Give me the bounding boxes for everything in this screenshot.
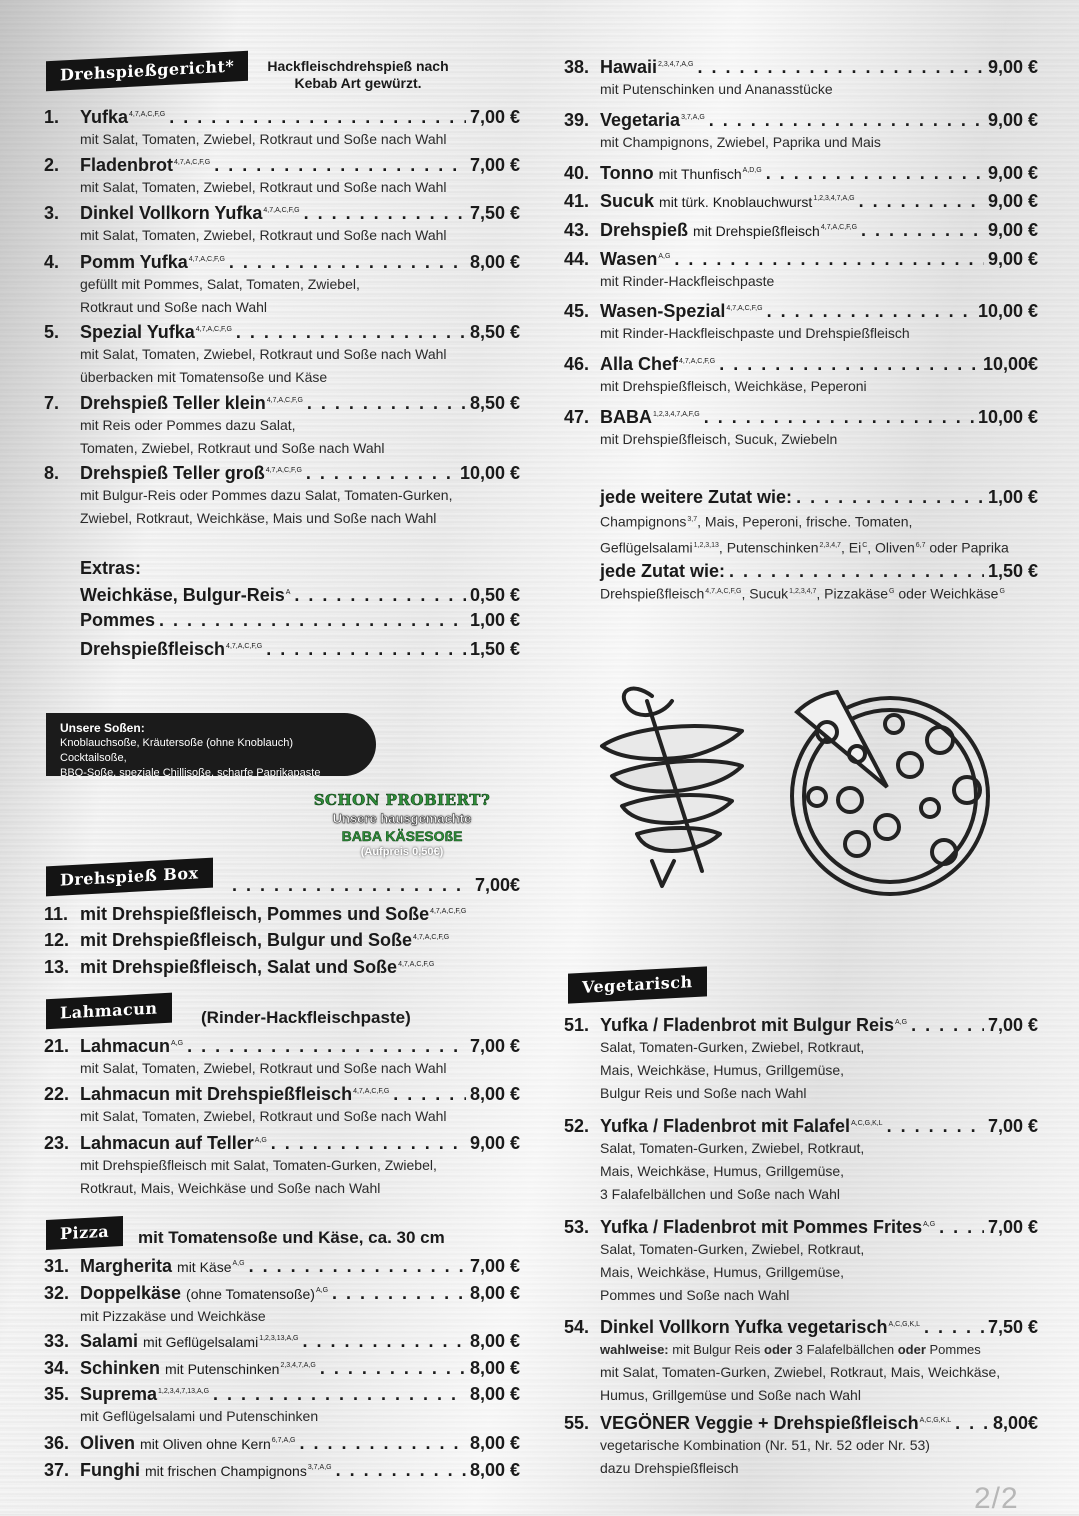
item-price: 10,00 € (459, 463, 520, 483)
item-name-detail: mit türk. Knoblauchwurst (659, 194, 813, 210)
menu-item (44, 152, 520, 199)
item-name: Pomm Yufka$^{4,7,A,C,F,G}$ (80, 252, 225, 272)
item-description: mit Putenschinken und Ananasstücke (600, 81, 833, 97)
leader-dots (236, 321, 466, 343)
leader-dots (697, 56, 984, 78)
section-banner-drehspiess: Drehspießgericht* (46, 51, 248, 92)
leader-dots (796, 486, 984, 508)
menu-item (44, 104, 520, 151)
item-number: 51. (564, 1015, 590, 1035)
pizza-item (44, 1328, 520, 1353)
section-banner-pizza: Pizza (46, 1216, 123, 1250)
item-number: 44. (564, 249, 590, 269)
leader-dots (214, 154, 466, 176)
leader-dots (704, 406, 974, 428)
item-number: 7. (44, 393, 60, 413)
pizza-icon (772, 672, 1012, 898)
allergen-codes: A,G (895, 1019, 908, 1026)
leader-dots (332, 1282, 466, 1304)
leader-dots (249, 1255, 466, 1277)
allergen-codes: 1,2,3,4,7,A,G (813, 195, 855, 202)
item-number: 47. (564, 407, 590, 427)
item-price: 8,00 € (469, 252, 520, 272)
leader-dots (271, 1132, 466, 1154)
item-name: Drehspieß Teller groß$^{4,7,A,C,F,G}$ (80, 463, 302, 483)
item-description: mit Salat, Tomaten, Zwiebel, Rotkraut und Soße nach Wahl (80, 131, 447, 147)
item-name: Dinkel Vollkorn Yufka$^{4,7,A,C,F,G}$ (80, 203, 300, 223)
allergen-codes: 4,7,A,C,F,G (413, 934, 450, 941)
item-number: 23. (44, 1133, 70, 1153)
promo-surcharge: (Aufpreis 0,50€) (360, 846, 444, 858)
item-number: 12. (44, 930, 70, 950)
item-description: Humus, Grillgemüse und Soße nach Wahl (600, 1387, 861, 1403)
item-number: 33. (44, 1331, 70, 1351)
item-name: Hawaii$^{2,3,4,7,A,G}$ (600, 57, 694, 77)
pizza-item (44, 1253, 520, 1278)
allergen-codes: 4,7,A,C,F,G (266, 397, 303, 404)
item-price: 10,00 € (977, 301, 1038, 321)
zutat-row (564, 486, 1038, 559)
item-name-detail: mit Putenschinken (165, 1361, 280, 1377)
allergen-codes: A (285, 589, 291, 596)
box-item (44, 927, 520, 951)
pizza-item (44, 1355, 520, 1380)
allergen-codes: 4,7,A,C,F,G (398, 961, 435, 968)
box-price-row (44, 874, 520, 896)
extra-name: Weichkäse, Bulgur-Reis$^A$ (80, 585, 291, 605)
item-price: 9,00 € (987, 57, 1038, 77)
allergen-codes: A,D,G (742, 167, 762, 174)
item-number: 22. (44, 1084, 70, 1104)
allergen-codes: 4,7,A,C,F,G (195, 326, 232, 333)
zutat-desc: Drehspießfleisch$^{4,7,A,C,F,G}$, Sucuk$^{1,2,3,4,7}$, Pizzakäse$^G$ oder Weichkäse$^G$ (600, 585, 1005, 602)
item-description: gefüllt mit Pommes, Salat, Tomaten, Zwiebel, (80, 276, 360, 292)
allergen-codes: A,G (658, 253, 671, 260)
item-name-detail: mit Käse (177, 1259, 232, 1275)
allergen-codes: 4,7,A,C,F,G (226, 643, 263, 650)
leader-dots (955, 1412, 989, 1434)
leader-dots (729, 560, 984, 582)
item-name-detail: mit frischen Champignons (144, 1463, 307, 1479)
leader-dots (336, 1459, 466, 1481)
menu-item (44, 249, 520, 319)
allergen-codes: 4,7,A,C,F,G (820, 224, 858, 231)
item-name-detail: mit Geflügelsalami (143, 1334, 259, 1350)
section-banner-vegetarisch: Vegetarisch (568, 966, 707, 1003)
leader-dots (767, 300, 974, 322)
item-number: 53. (564, 1217, 590, 1237)
pizza-item (44, 1457, 520, 1482)
leader-dots (924, 1316, 984, 1338)
item-number: 31. (44, 1256, 70, 1276)
pizza-item (564, 107, 1038, 154)
item-name: mit Drehspießfleisch, Bulgur und Soße$^{4,7,A,C,F,G}$ (80, 930, 450, 950)
extra-item (44, 636, 520, 660)
item-description: mit Salat, Tomaten, Zwiebel, Rotkraut und Soße nach Wahl (80, 346, 447, 362)
item-description: mit Rinder-Hackfleischpaste (600, 273, 775, 289)
item-price: 10,00 € (977, 407, 1038, 427)
item-description: mit Rinder-Hackfleischpaste und Drehspießfleisch (600, 325, 910, 341)
item-number: 39. (564, 110, 590, 130)
item-name-detail: mit Oliven ohne Kern (140, 1436, 271, 1452)
promo-product: BABA KÄSESOßE (341, 828, 463, 844)
extra-price: 0,50 € (469, 585, 520, 605)
item-name: Suprema$^{1,2,3,4,7,13,A,G}$ (80, 1384, 210, 1404)
zutat-name: jede weitere Zutat wie: (600, 487, 793, 507)
item-name: Dinkel Vollkorn Yufka vegetarisch$^{A,C,G,K,L}$ (600, 1317, 920, 1337)
item-name: Schinken mit Putenschinken$^{2,3,4,7,A,G}$ (80, 1358, 316, 1378)
item-price: 7,00 € (469, 1256, 520, 1276)
item-description: Salat, Tomaten-Gurken, Zwiebel, Rotkraut, (600, 1140, 865, 1156)
item-name: Lahmacun$^{A,G}$ (80, 1036, 184, 1056)
pizza-item (44, 1430, 520, 1455)
allergen-codes: 2,3,4,7,A,G (280, 1362, 316, 1369)
allergen-codes: 3,7,A,G (681, 114, 705, 121)
leader-dots (300, 1432, 466, 1454)
item-name: Salami mit Geflügelsalami$^{1,2,3,13,A,G}$ (80, 1331, 299, 1351)
lahmacun-note: (Rinder-Hackfleischpaste) (201, 1008, 411, 1027)
zutat-desc: Champignons$^{3,7}$, Mais, Peperoni, frische. Tomaten, (600, 513, 913, 530)
item-description: dazu Drehspießfleisch (600, 1460, 739, 1476)
item-description: mit Reis oder Pommes dazu Salat, (80, 417, 296, 433)
allergen-codes: 4,7,A,C,F,G (726, 305, 763, 312)
pizza-item (44, 1381, 520, 1428)
item-price: 8,50 € (469, 322, 520, 342)
item-name: Margherita mit Käse$^{A,G}$ (80, 1256, 245, 1276)
menu-item (44, 1130, 520, 1200)
extra-price: 1,50 € (469, 639, 520, 659)
item-number: 45. (564, 301, 590, 321)
item-name: $BABA^{1,2,3,4,7,A,F,G}$ (600, 407, 700, 427)
leader-dots (939, 1216, 984, 1238)
leader-dots (307, 392, 466, 414)
item-name: mit Drehspießfleisch, Salat und Soße$^{4,7,A,C,F,G}$ (80, 957, 435, 977)
veg-item (564, 1214, 1038, 1307)
extra-price: 1,00 € (469, 610, 520, 630)
allergen-codes: A,G (315, 1287, 329, 1294)
section-banner-box: Drehspieß Box (46, 858, 213, 897)
pizza-item (564, 54, 1038, 101)
item-name: Alla Chef$^{4,7,A,C,F,G}$ (600, 354, 716, 374)
extra-name: Drehspießfleisch$^{4,7,A,C,F,G}$ (80, 639, 263, 659)
menu-item (44, 1081, 520, 1128)
item-description: mit Pizzakäse und Weichkäse (80, 1308, 266, 1324)
item-price: 9,00 € (987, 110, 1038, 130)
item-description: Salat, Tomaten-Gurken, Zwiebel, Rotkraut, (600, 1039, 865, 1055)
item-description: mit Drehspießfleisch, Sucuk, Zwiebeln (600, 431, 838, 447)
item-price: 9,00 € (987, 163, 1038, 183)
item-price: 7,50 € (469, 203, 520, 223)
item-number: 55. (564, 1413, 590, 1433)
allergen-codes: 4,7,A,C,F,G (263, 207, 300, 214)
menu-item (44, 200, 520, 247)
item-number: 37. (44, 1460, 70, 1480)
allergen-codes: 4,7,A,C,F,G (430, 908, 467, 915)
allergen-codes: 3,7,A,G (307, 1464, 332, 1471)
item-number: 34. (44, 1358, 70, 1378)
leader-dots (861, 219, 984, 241)
item-price: 9,00 € (469, 1133, 520, 1153)
item-price: 7,00 € (469, 1036, 520, 1056)
allergen-codes: 2,3,4,7,A,G (658, 61, 694, 68)
item-name: Lahmacun mit Drehspießfleisch$^{4,7,A,C,F,G}$ (80, 1084, 390, 1104)
item-price: 7,00 € (469, 155, 520, 175)
leader-dots (159, 609, 466, 631)
item-name: Tonno mit Thunfisch$^{A,D,G}$ (600, 163, 762, 183)
extra-name: Pommes (80, 610, 156, 630)
drehspiess-note: Hackfleischdrehspieß nach Kebab Art gewürzt. (267, 58, 449, 91)
box-price: 7,00€ (474, 875, 520, 895)
item-name: Yufka / Fladenbrot mit Bulgur Reis$^{A,G}$ (600, 1015, 908, 1035)
item-name: mit Drehspießfleisch, Pommes und Soße$^{4,7,A,C,F,G}$ (80, 904, 467, 924)
leader-dots (719, 353, 979, 375)
item-description: wahlweise: mit Bulgur Reis oder 3 Falafelbällchen oder Pommes (600, 1342, 981, 1357)
menu-item (44, 390, 520, 460)
allergen-codes: 6,7,A,G (271, 1437, 296, 1444)
box-item (44, 901, 520, 925)
pizza-item (564, 298, 1038, 345)
item-number: 32. (44, 1283, 70, 1303)
zutat-price: 1,00 € (987, 487, 1038, 507)
veg-item (564, 1410, 1038, 1480)
allergen-codes: 1,2,3,13,A,G (259, 1335, 299, 1342)
leader-dots (306, 462, 456, 484)
item-number: 21. (44, 1036, 70, 1056)
item-description: Mais, Weichkäse, Humus, Grillgemüse, (600, 1062, 845, 1078)
item-price: 8,00 € (469, 1084, 520, 1104)
item-number: 40. (564, 163, 590, 183)
item-price: 9,00 € (987, 220, 1038, 240)
item-name: Vegetaria$^{3,7,A,G}$ (600, 110, 705, 130)
item-number: 4. (44, 252, 60, 272)
leader-dots (304, 202, 466, 224)
item-name: Drehspieß Teller klein$^{4,7,A,C,F,G}$ (80, 393, 303, 413)
item-name: Funghi mit frischen Champignons$^{3,7,A,G}$ (80, 1460, 332, 1480)
item-name-detail: mit Thunfisch (658, 166, 742, 182)
pizza-item (564, 404, 1038, 451)
veg-item (564, 1113, 1038, 1206)
zutat-name: jede Zutat wie: (600, 561, 726, 581)
leader-dots (911, 1014, 984, 1036)
leader-dots (859, 190, 984, 212)
item-number: 13. (44, 957, 70, 977)
item-number: 35. (44, 1384, 70, 1404)
allergen-codes: 4,7,A,C,F,G (188, 256, 225, 263)
item-number: 54. (564, 1317, 590, 1337)
leader-dots (320, 1357, 466, 1379)
item-price: 8,00 € (469, 1331, 520, 1351)
item-number: 43. (564, 220, 590, 240)
item-description: Pommes und Soße nach Wahl (600, 1287, 790, 1303)
zutat-desc: Geflügelsalami$^{1,2,3,13}$, Putenschinken$^{2,3,4,7}$, $Ei^C$, Oliven$^{6,7}$ oder Paprika (600, 539, 1009, 556)
item-name: Yufka / Fladenbrot mit Pommes Frites$^{A,G}$ (600, 1217, 936, 1237)
item-number: 1. (44, 107, 60, 127)
item-description: mit Salat, Tomaten, Zwiebel, Rotkraut und Soße nach Wahl (80, 1060, 447, 1076)
allergen-codes: A,C,G,K,L (851, 1120, 883, 1127)
item-name: Wasen-Spezial$^{4,7,A,C,F,G}$ (600, 301, 763, 321)
item-number: 52. (564, 1116, 590, 1136)
allergen-codes: A,C,G,K,L (919, 1417, 952, 1424)
item-name: Yufka / Fladenbrot mit Falafel$^{A,C,G,K,L}$ (600, 1116, 883, 1136)
item-description: 3 Falafelbällchen und Soße nach Wahl (600, 1186, 840, 1202)
allergen-codes: 4,7,A,C,F,G (129, 111, 166, 118)
menu-item (44, 460, 520, 530)
item-description: überbacken mit Tomatensoße und Käse (80, 369, 328, 385)
section-banner-lahmacun: Lahmacun (46, 993, 172, 1030)
zutat-price: 1,50 € (987, 561, 1038, 581)
allergen-codes: 4,7,A,C,F,G (353, 1088, 390, 1095)
item-name: Spezial Yufka$^{4,7,A,C,F,G}$ (80, 322, 232, 342)
pizza-item (564, 351, 1038, 398)
item-number: 2. (44, 155, 60, 175)
leader-dots (294, 584, 466, 606)
leader-dots (266, 638, 466, 660)
page-number: 2/2 (974, 1482, 1019, 1515)
item-price: 8,00 € (469, 1283, 520, 1303)
extras-heading: Extras: (80, 558, 142, 578)
item-price: 7,00 € (987, 1015, 1038, 1035)
item-name: Drehspieß mit Drehspießfleisch$^{4,7,A,C,F,G}$ (600, 220, 858, 240)
item-description: mit Bulgur-Reis oder Pommes dazu Salat, Tomaten-Gurken, (80, 487, 453, 503)
promo-headline: SCHON PROBIERT? (313, 791, 491, 809)
allergen-codes: 4,7,A,C,F,G (174, 159, 211, 166)
allergen-codes: 1,2,3,4,7,A,F,G (653, 411, 700, 418)
item-price: 8,00 € (469, 1460, 520, 1480)
allergen-codes: 4,7,A,C,F,G (679, 358, 716, 365)
leader-dots (229, 251, 466, 273)
item-number: 36. (44, 1433, 70, 1453)
veg-item (564, 1314, 1038, 1407)
item-description: mit Salat, Tomaten, Zwiebel, Rotkraut und Soße nach Wahl (80, 179, 447, 195)
item-name: Wasen$^{A,G}$ (600, 249, 671, 269)
leader-dots (187, 1035, 466, 1057)
item-number: 41. (564, 191, 590, 211)
leader-dots (766, 162, 984, 184)
item-name-detail: mit Drehspießfleisch (693, 223, 820, 239)
item-price: 9,00 € (987, 249, 1038, 269)
item-number: 38. (564, 57, 590, 77)
item-description: mit Salat, Tomaten-Gurken, Zwiebel, Rotkraut, Mais, Weichkäse, (600, 1364, 1001, 1380)
item-description: mit Drehspießfleisch, Weichkäse, Peperoni (600, 378, 867, 394)
leader-dots (674, 248, 984, 270)
item-price: 7,00 € (469, 107, 520, 127)
item-price: 8,50 € (469, 393, 520, 413)
pizza-item (44, 1280, 520, 1328)
item-price: 8,00 € (469, 1358, 520, 1378)
veg-item (564, 1012, 1038, 1105)
pizza-item (564, 188, 1038, 213)
item-description: mit Champignons, Zwiebel, Paprika und Mais (600, 134, 881, 150)
item-price: 10,00€ (982, 354, 1038, 374)
leader-dots (169, 106, 466, 128)
item-price: 7,50 € (987, 1317, 1038, 1337)
leader-dots (887, 1115, 984, 1137)
item-number: 5. (44, 322, 60, 342)
leader-dots (232, 874, 471, 896)
doner-icon (592, 676, 762, 896)
item-price: 7,00 € (987, 1217, 1038, 1237)
pizza-item (564, 217, 1038, 242)
item-name: Oliven mit Oliven ohne Kern$^{6,7,A,G}$ (80, 1433, 296, 1453)
promo-box (290, 790, 514, 860)
item-name: Doppelkäse (ohne Tomatensoße)$^{A,G}$ (80, 1283, 329, 1303)
sauces-title: Unsere Soßen: (60, 721, 145, 735)
item-price: 8,00 € (469, 1433, 520, 1453)
allergen-codes: 1,2,3,4,7,13,A,G (158, 1388, 210, 1395)
sauces-panel (46, 713, 376, 779)
allergen-codes: A,G (254, 1137, 267, 1144)
promo-subline: Unsere hausgemachte (332, 811, 472, 826)
allergen-codes: 4,7,A,C,F,G (265, 467, 302, 474)
sauces-line: BBQ-Soße, speziale Chillisoße, scharfe Paprikapaste (60, 767, 321, 779)
item-description: Zwiebel, Rotkraut, Weichkäse, Mais und Soße nach Wahl (80, 510, 437, 526)
sauces-line: Knoblauchsoße, Kräutersoße (ohne Knoblauch) Cocktailsoße, (60, 737, 293, 764)
pizza-item (564, 246, 1038, 293)
pizza-note: mit Tomatensoße und Käse, ca. 30 cm (138, 1228, 445, 1247)
menu-item (44, 319, 520, 389)
item-description: Rotkraut und Soße nach Wahl (80, 299, 268, 315)
item-description: mit Salat, Tomaten, Zwiebel, Rotkraut und Soße nach Wahl (80, 1108, 447, 1124)
pizza-item (564, 160, 1038, 185)
item-description: Salat, Tomaten-Gurken, Zwiebel, Rotkraut, (600, 1241, 865, 1257)
leader-dots (393, 1083, 466, 1105)
item-number: 8. (44, 463, 60, 483)
item-description: mit Salat, Tomaten, Zwiebel, Rotkraut und Soße nach Wahl (80, 227, 447, 243)
menu-item (44, 1033, 520, 1080)
allergen-codes: A,G (171, 1040, 184, 1047)
item-price: 8,00€ (992, 1413, 1038, 1433)
allergen-codes: A,G (923, 1221, 936, 1228)
item-description: mit Drehspießfleisch mit Salat, Tomaten-Gurken, Zwiebel, (80, 1157, 437, 1173)
item-number: 11. (44, 904, 69, 924)
item-description: mit Geflügelsalami und Putenschinken (80, 1408, 319, 1424)
allergen-codes: A,C,G,K,L (888, 1321, 920, 1328)
zutat-row (564, 560, 1038, 604)
item-description: Mais, Weichkäse, Humus, Grillgemüse, (600, 1264, 845, 1280)
item-name-detail: (ohne Tomatensoße) (186, 1286, 315, 1302)
item-name: VEGÖNER Veggie + Drehspießfleisch$^{A,C,G,K,L}$ (600, 1413, 952, 1433)
item-price: 9,00 € (987, 191, 1038, 211)
item-description: Tomaten, Zwiebel, Rotkraut und Soße nach Wahl (80, 440, 385, 456)
item-description: vegetarische Kombination (Nr. 51, Nr. 52 oder Nr. 53) (600, 1437, 930, 1453)
leader-dots (709, 109, 984, 131)
box-item (44, 954, 520, 978)
item-price: 7,00 € (987, 1116, 1038, 1136)
allergen-codes: A,G (232, 1260, 245, 1267)
item-description: Rotkraut, Mais, Weichkäse und Soße nach Wahl (80, 1180, 381, 1196)
extra-item (44, 582, 520, 606)
leader-dots (303, 1330, 466, 1352)
item-number: 46. (564, 354, 590, 374)
item-name: Lahmacun auf Teller$^{A,G}$ (80, 1133, 267, 1153)
item-description: Mais, Weichkäse, Humus, Grillgemüse, (600, 1163, 845, 1179)
item-description: Bulgur Reis und Soße nach Wahl (600, 1085, 807, 1101)
item-price: 8,00 € (469, 1384, 520, 1404)
extra-item (44, 609, 520, 631)
item-number: 3. (44, 203, 60, 223)
item-name: Fladenbrot$^{4,7,A,C,F,G}$ (80, 155, 211, 175)
leader-dots (213, 1383, 466, 1405)
item-name: Sucuk mit türk. Knoblauchwurst$^{1,2,3,4,7,A,G}$ (600, 191, 855, 211)
item-name: Yufka$^{4,7,A,C,F,G}$ (80, 107, 166, 127)
